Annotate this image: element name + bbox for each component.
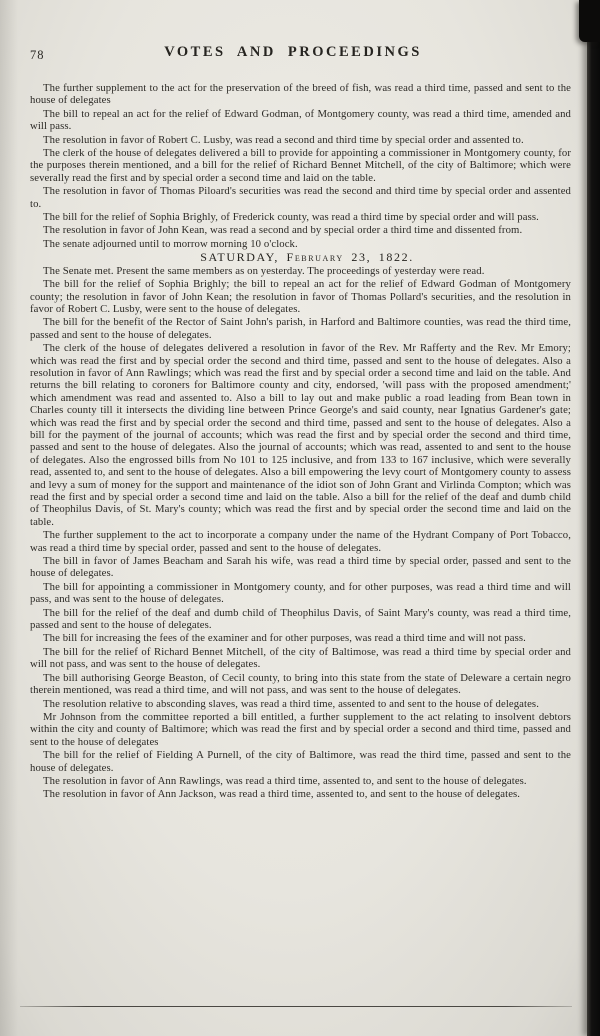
paragraph: The bill for the benefit of the Rector of Saint John's parish, in Harford and Baltimore counties, was read the third time, passed and sent to the house of delegates.: [30, 316, 571, 341]
scan-top-right-mark: [579, 0, 600, 42]
paragraph: The further supplement to the act to incorporate a company under the name of the Hydrant Company of Port Tobacco, was read a third time by special order, passed and sent to the house of delegates.: [30, 529, 571, 554]
paragraph: The resolution in favor of Thomas Piloard's securities was read the second and third time by special order and assented to.: [30, 185, 571, 210]
page-content: [30, 82, 571, 802]
paragraph: The bill for the relief of Sophia Brighly, of Frederick county, was read a third time by special order and will pass.: [43, 211, 539, 224]
date-heading: SATURDAY, February 23, 1822.: [200, 250, 414, 265]
paragraph: The clerk of the house of delegates delivered a bill to provide for appointing a commissioner in Montgomery county, for the purposes therein mentioned, and a bill for the relief of Richard Bennet Mitchell, of the city of Baltimore; which were severally read the first and by special order a second time and laid on the table.: [30, 147, 571, 184]
paragraph: The Senate met. Present the same members as on yesterday. The proceedings of yesterday were read.: [43, 264, 485, 277]
paragraph: The resolution relative to absconding slaves, was read a third time, assented to and sent to the house of delegates.: [43, 697, 539, 710]
paragraph: The bill for the relief of Sophia Brighly; the bill to repeal an act for the relief of Edward Godman of Montgomery county; the resolution in favor of John Kean; the resolution in favor of Thomas Pollard's securities, and the resolution in favor of Robert C. Lusby, were sent to the house of delegates.: [30, 278, 571, 315]
paragraph: The resolution in favor of Ann Rawlings, was read a third time, assented to, and sent to the house of delegates.: [43, 774, 527, 787]
paragraph: The resolution in favor of John Kean, was read a second and by special order a third time and dissented from.: [43, 224, 523, 237]
paragraph: The bill for the relief of Fielding A Purnell, of the city of Baltimore, was read the third time, passed and sent to the house of delegates.: [30, 749, 571, 774]
paragraph: Mr Johnson from the committee reported a bill entitled, a further supplement to the act relating to insolvent debtors within the city and county of Baltimore; which was read the first and by special order a second and third time, passed and sent to the house of delegates: [30, 710, 571, 748]
page-number: 78: [30, 48, 45, 62]
paragraph: The bill for increasing the fees of the examiner and for other purposes, was read a third time and will not pass.: [43, 632, 526, 645]
scan-gutter-shadow: [587, 0, 600, 1036]
paragraph: The senate adjourned until to morrow morning 10 o'clock.: [43, 237, 298, 250]
paragraph: The resolution in favor of Robert C. Lusby, was read a second and third time by special order and assented to.: [43, 133, 524, 146]
paragraph: The bill for appointing a commissioner in Montgomery county, and for other purposes, was read a third time and will pass, and was sent to the house of delegates.: [30, 580, 571, 606]
running-header: [0, 44, 586, 66]
paragraph: The clerk of the house of delegates delivered a resolution in favor of the Rev. Mr Rafferty and the Rev. Mr Emory; which was read the first and by special order the second and third time, passed and sent to the house of delegates. Also a resolution in favor of Ann Rawlings; which was read the first and by special order a second time and laid on the table. And returns the bill relating to coroners for Baltimore county and city, endorsed, 'will pass with the proposed amendment;' which amendment was read and assented to. Also a bill to lay out and make public a road leading from Bean town in Charles county till it intersects the dividing line between Prince George's and said county, near Ignatius Gardener's gate; which was read the first and by special order the second and third time, passed and sent to the house of delegates. Also a bill for the payment of the journal of accounts; which was read the first and by special order the second and third time, passed and sent to the house of delegates. Also the journal of accounts; which was read, assented to and sent to the house of delegates. Also the engrossed bills from No 101 to 125 inclusive, and from 133 to 167 inclusive, which were severally read, assented to, and sent to the house of delegates. Also a bill empowering the levy court of Montgomery county to assess and levy a sum of money for the support and maintenance of the idiot son of John Grant and Virlinda Compton; which was read the first and by special order a second time and laid on the table. Also a bill for the relief of the deaf and dumb child of Theophilus Davis, of St. Mary's county; which was read the first and by special order the second time and laid on the table.: [30, 342, 571, 528]
page-title: VOTES AND PROCEEDINGS: [164, 44, 422, 60]
scan-left-edge-shading: [0, 0, 18, 1036]
paragraph: The further supplement to the act for the preservation of the breed of fish, was read a third time, passed and sent to the house of delegates: [30, 82, 571, 107]
paragraph: The bill for the relief of Richard Bennet Mitchell, of the city of Baltimose, was read a third time by special order and will not pass, and was sent to the house of delegates.: [30, 645, 571, 671]
paragraph: The bill to repeal an act for the relief of Edward Godman, of Montgomery county, was read a third time, amended and will pass.: [30, 107, 571, 133]
paragraph: The bill in favor of James Beacham and Sarah his wife, was read a third time by special order, passed and sent to the house of delegates.: [30, 555, 571, 580]
bottom-rule: [20, 1006, 572, 1007]
paragraph: The resolution in favor of Ann Jackson, was read a third time, assented to, and sent to the house of delegates.: [43, 788, 521, 801]
paragraph: The bill authorising George Beaston, of Cecil county, to bring into this state from the state of Deleware a certain negro therein mentioned, was read a third time, and will not pass, and was sent to the house of delegates.: [30, 671, 571, 697]
paragraph: The bill for the relief of the deaf and dumb child of Theophilus Davis, of Saint Mary's county, was read a third time, passed and sent to the house of delegates.: [30, 606, 571, 632]
